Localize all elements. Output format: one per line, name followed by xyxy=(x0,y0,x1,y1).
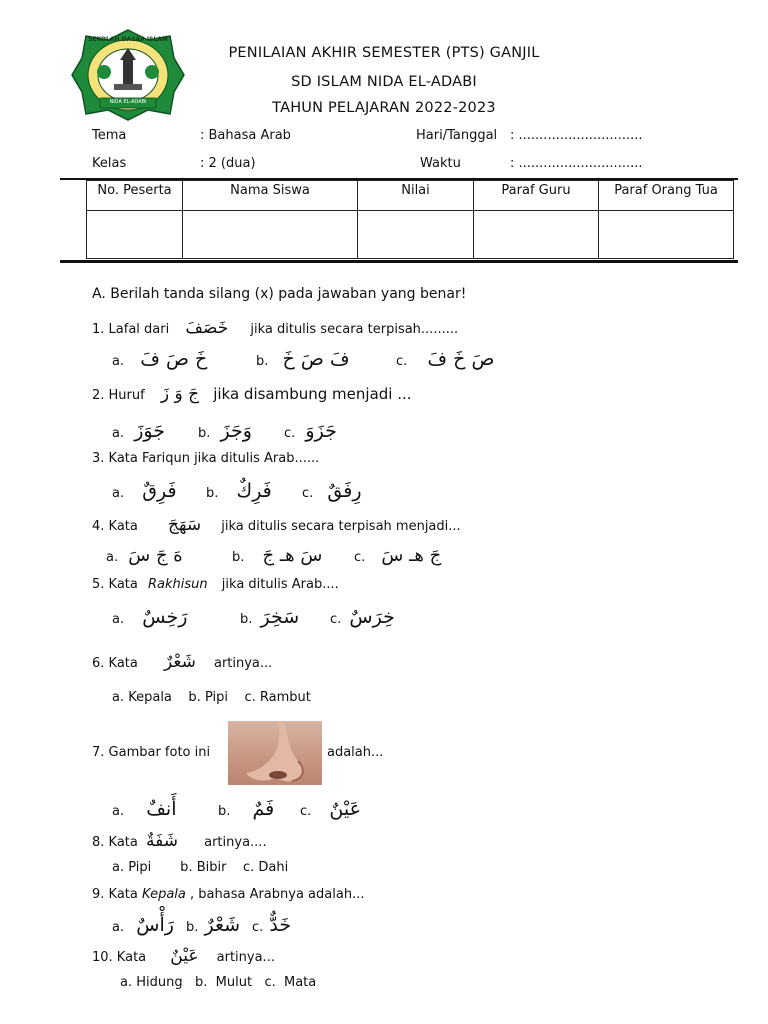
q4-pre: 4. Kata xyxy=(92,519,138,534)
question-5 xyxy=(92,577,339,592)
q7-option-c[interactable]: c. عَيْنٌ xyxy=(300,798,361,820)
q5-option-a[interactable]: a. رَخِسٌ xyxy=(112,606,188,628)
q3-option-a[interactable]: a. فَرِقٌ xyxy=(112,480,177,502)
q1-post: jika ditulis secara terpisah......... xyxy=(250,322,459,337)
q5-option-b[interactable]: b. سَخِرَ xyxy=(240,606,300,628)
q8-post: artinya.... xyxy=(204,835,267,850)
q9-word: Kepala xyxy=(142,887,186,902)
cell-nilai[interactable] xyxy=(358,211,474,259)
logo-band-text: NIDA EL-ADABI xyxy=(109,99,147,105)
nose-photo xyxy=(228,721,322,785)
col-no-peserta: No. Peserta xyxy=(87,181,183,211)
school-name: SD ISLAM NIDA EL-ADABI xyxy=(291,74,477,90)
q6-options[interactable]: a. Kepala b. Pipi c. Rambut xyxy=(112,690,311,705)
section-a-instruction: A. Berilah tanda silang (x) pada jawaban yang benar! xyxy=(92,286,467,302)
col-nama-siswa: Nama Siswa xyxy=(183,181,358,211)
q3-option-b[interactable]: b. فَرِكٌ xyxy=(206,480,272,502)
exam-title: PENILAIAN AKHIR SEMESTER (PTS) GANJIL xyxy=(228,45,540,61)
question-10 xyxy=(92,946,275,966)
question-8 xyxy=(92,831,267,851)
col-paraf-orang-tua: Paraf Orang Tua xyxy=(599,181,734,211)
q2-option-a[interactable]: a. جَوَزَ xyxy=(112,420,165,442)
q1-pre: 1. Lafal dari xyxy=(92,322,170,337)
question-7-post: adalah... xyxy=(327,745,384,760)
q7-option-b[interactable]: b. فَمٌ xyxy=(218,798,275,820)
question-9 xyxy=(92,887,364,902)
waktu-label: Waktu xyxy=(420,156,461,171)
q4-option-b[interactable]: b. سَ هـ جَ xyxy=(232,545,323,566)
q10-options[interactable]: a. Hidung b. Mulut c. Mata xyxy=(120,975,317,990)
q2-post: jika disambung menjadi ... xyxy=(213,385,412,403)
hari-value: : .............................. xyxy=(510,128,643,143)
identity-table xyxy=(86,180,734,259)
waktu-value: : .............................. xyxy=(510,156,643,171)
col-nilai: Nilai xyxy=(358,181,474,211)
academic-year: TAHUN PELAJARAN 2022-2023 xyxy=(272,100,496,116)
q9-post: , bahasa Arabnya adalah... xyxy=(185,887,365,902)
question-4 xyxy=(92,515,461,535)
q4-arabic: سَهَجَ xyxy=(168,515,202,535)
q1-option-c[interactable]: c. صَ خَ فَ xyxy=(396,348,495,370)
q4-option-a[interactable]: a. هَ جَ سَ xyxy=(106,545,183,566)
question-3: 3. Kata Fariqun jika ditulis Arab...... xyxy=(92,451,320,466)
q2-arabic: جَ وَ زَ xyxy=(160,384,200,404)
question-2 xyxy=(92,384,412,404)
q9-option-b[interactable]: b. شَعْرٌ xyxy=(186,914,241,936)
logo-top-text: SEKOLAH DASAR ISLAM xyxy=(88,36,168,43)
q2-pre: 2. Huruf xyxy=(92,388,145,403)
cell-nama-siswa[interactable] xyxy=(183,211,358,259)
q9-option-a[interactable]: a. رَأْسٌ xyxy=(112,914,174,936)
q6-pre: 6. Kata xyxy=(92,656,138,671)
q4-post: jika ditulis secara terpisah menjadi... xyxy=(221,519,461,534)
q1-arabic: خَصَفَ xyxy=(185,318,229,338)
tema-label: Tema xyxy=(92,128,127,143)
q3-option-c[interactable]: c. رِفَقٌ xyxy=(302,480,362,502)
bottom-rule xyxy=(60,260,738,263)
q1-option-b[interactable]: b. فَ صَ خَ xyxy=(256,348,350,370)
q7-option-a[interactable]: a. أَنفٌ xyxy=(112,798,177,820)
q9-option-c[interactable]: c. خَدٌّ xyxy=(252,914,292,936)
cell-no-peserta[interactable] xyxy=(87,211,183,259)
q8-arabic: شَفَةٌ xyxy=(146,831,178,851)
q5-word: Rakhisun xyxy=(148,577,208,592)
q10-post: artinya... xyxy=(216,950,275,965)
q5-option-c[interactable]: c. خِرَسٌ xyxy=(330,606,395,628)
q6-arabic: شَعْرٌ xyxy=(164,652,196,672)
q5-pre: 5. Kata xyxy=(92,577,138,592)
q9-pre: 9. Kata xyxy=(92,887,138,902)
q2-option-c[interactable]: c. جَزَوَ xyxy=(284,420,337,442)
q10-pre: 10. Kata xyxy=(92,950,147,965)
q5-post: jika ditulis Arab.... xyxy=(221,577,339,592)
kelas-label: Kelas xyxy=(92,156,127,171)
q10-arabic: عَيْنٌ xyxy=(170,946,199,966)
kelas-value: : 2 (dua) xyxy=(200,156,256,171)
cell-paraf-guru[interactable] xyxy=(474,211,599,259)
q4-option-c[interactable]: c. جَ هـ سَ xyxy=(354,545,442,566)
col-paraf-guru: Paraf Guru xyxy=(474,181,599,211)
q8-pre: 8. Kata xyxy=(92,835,138,850)
hari-label: Hari/Tanggal xyxy=(416,128,498,143)
q6-post: artinya... xyxy=(213,656,273,671)
q8-options[interactable]: a. Pipi b. Bibir c. Dahi xyxy=(112,860,289,875)
q1-option-a[interactable]: a. خَ صَ فَ xyxy=(112,348,208,370)
question-1 xyxy=(92,318,458,338)
tema-value: : Bahasa Arab xyxy=(200,128,291,143)
q2-option-b[interactable]: b. وَجَزَ xyxy=(198,420,252,442)
question-7-pre: 7. Gambar foto ini xyxy=(92,745,211,760)
question-6 xyxy=(92,652,272,672)
cell-paraf-orang-tua[interactable] xyxy=(599,211,734,259)
